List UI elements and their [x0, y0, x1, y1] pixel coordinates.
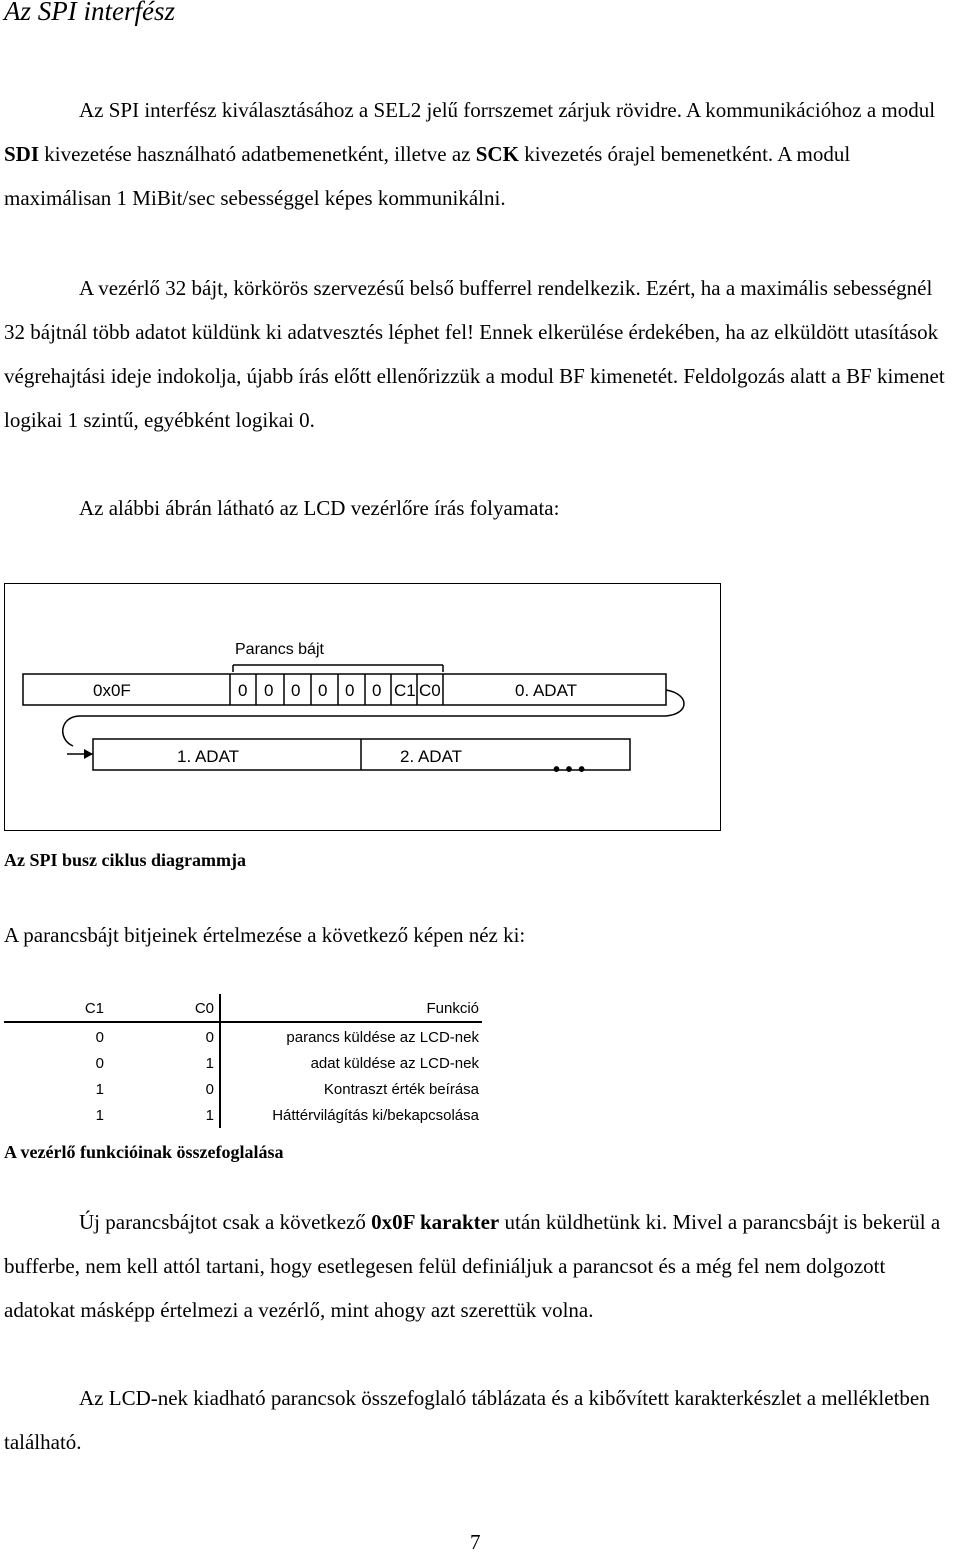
table-row-3-function: Kontraszt érték beírása — [323, 1081, 479, 1098]
intro-paragraph-2: A vezérlő 32 bájt, körkörös szervezésű belső bufferrel rendelkezik. Ezért, ha a maximális sebességnél 32 bájtnál több adatot küldünk ki adatvesztés léphet fel! Ennek elkerülése érdekében, ha az elküldött utasítások végrehajtási ideje indokolja, újabb írás előtt ellenőrizzük a modul BF kimenetét. Feldolgozás alatt a BF kimenet logikai 1 szintű, egyébként logikai 0. — [4, 276, 945, 432]
header-c0: C0 — [194, 1000, 214, 1017]
table-row-3-c0: 0 — [205, 1081, 214, 1098]
page-title: Az SPI interfész — [4, 0, 175, 26]
arrow-head-icon — [84, 749, 93, 759]
table-row-3-c1: 1 — [95, 1081, 104, 1098]
header-function: Funkció — [426, 1000, 479, 1017]
table-row-4-c0: 1 — [205, 1107, 214, 1124]
table-row-1-function: parancs küldése az LCD-nek — [286, 1029, 479, 1046]
bit-c1: C1 — [394, 681, 416, 700]
table-caption: A vezérlő funkcióinak összefoglalása — [4, 1142, 284, 1162]
closing-paragraph-1: Új parancsbájtot csak a következő 0x0F karakter után küldhetünk ki. Mivel a parancsbájt is bekerül a bufferbe, nem kell attól tartani, hogy esetlegesen felül definiáljuk a parancsot és a még fel nem dolgozott adatokat másképp értelmezi a vezérlő, mint ahogy azt szerettük volna. — [4, 1210, 941, 1322]
intro-paragraph-1: Az SPI interfész kiválasztásához a SEL2 jelű forrszemet zárjuk rövidre. A kommunikációhoz a modul SDI kivezetése használható adatbemenetként, illetve az SCK kivezetés órajel bemenetként. A modul maximálisan 1 MiBit/sec sebességgel képes kommunikálni. — [4, 98, 936, 210]
table-row-2-c0: 1 — [205, 1055, 214, 1072]
header-rule — [4, 1021, 482, 1023]
table-row-4-c1: 1 — [95, 1107, 104, 1124]
table-row-1-c1: 0 — [95, 1029, 104, 1046]
ellipsis: • • • — [553, 759, 586, 781]
page-number: 7 — [470, 1530, 481, 1554]
intro-paragraph-3: Az alábbi ábrán látható az LCD vezérlőre írás folyamata: — [79, 496, 560, 520]
diagram-caption: Az SPI busz ciklus diagrammja — [4, 850, 247, 870]
bold-0x0f: 0x0F karakter — [371, 1210, 500, 1234]
table-intro: A parancsbájt bitjeinek értelmezése a következő képen néz ki: — [4, 923, 526, 947]
table-row-2-c1: 0 — [95, 1055, 104, 1072]
bit-7: 0 — [238, 681, 248, 700]
table-row-4-function: Háttérvilágítás ki/bekapcsolása — [272, 1107, 479, 1124]
data-0: 0. ADAT — [515, 681, 578, 700]
data-2: 2. ADAT — [400, 747, 463, 766]
data-1: 1. ADAT — [177, 747, 240, 766]
sdi-term: SDI — [4, 142, 40, 166]
command-byte-label: Parancs bájt — [235, 641, 324, 658]
column-divider — [219, 994, 221, 1128]
bit-3: 0 — [345, 681, 355, 700]
function-table — [4, 994, 482, 1128]
bit-2: 0 — [372, 681, 382, 700]
bit-5: 0 — [291, 681, 301, 700]
spi-cycle-diagram — [4, 583, 721, 831]
first-cell-value: 0x0F — [93, 681, 131, 700]
header-c1: C1 — [84, 1000, 104, 1017]
bit-c0: C0 — [419, 681, 441, 700]
closing-paragraph-2: Az LCD-nek kiadható parancsok összefoglaló táblázata és a kibővített karakterkészlet a mellékletben található. — [4, 1386, 930, 1454]
table-row-2-function: adat küldése az LCD-nek — [310, 1055, 479, 1072]
table-row-1-c0: 0 — [205, 1029, 214, 1046]
bit-6: 0 — [264, 681, 274, 700]
sck-term: SCK — [475, 142, 519, 166]
bit-4: 0 — [318, 681, 328, 700]
